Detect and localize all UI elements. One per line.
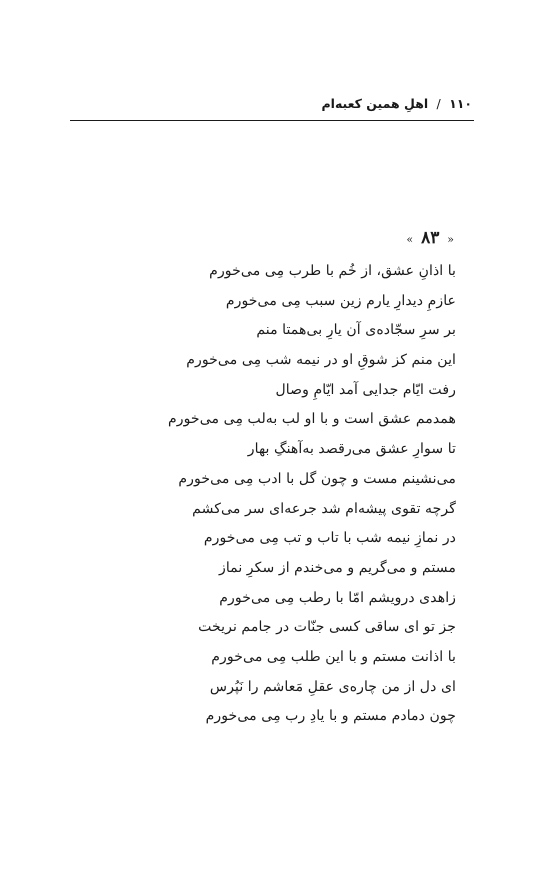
poem-line: ای دل از من چاره‌ی عقلِ مَعاشم را نَپُرس [209, 678, 456, 695]
header-separator: / [436, 96, 441, 111]
poem-line: گرچه تقوی پیشه‌ام شد جرعه‌ای سر می‌کشم [192, 500, 456, 517]
poem-line: جز تو ای ساقی کسی جنّات در جامم نریخت [198, 619, 456, 636]
poem-line: در نمازِ نیمه شب با تاب و تب مِی می‌خورم [203, 530, 456, 547]
book-title: اهلِ همین کعبه‌ام [321, 96, 429, 111]
poem-line: چون دمادم مستم و با یادِ رب مِی می‌خورم [205, 708, 456, 725]
poem-line: رفت ایّام جدایی آمد ایّامِ وصال [275, 381, 456, 398]
poem-number-open-quote: « [447, 233, 454, 246]
running-header [322, 96, 473, 111]
poem-line: عازمِ دیدارِ یارم زین سبب مِی می‌خورم [225, 292, 456, 309]
poem-line: با اذانت مستم و با این طلب مِی می‌خورم [211, 648, 456, 665]
poem-line: زاهدی درویشم امّا با رطب مِی می‌خورم [219, 589, 456, 606]
poem-lines [156, 257, 456, 732]
poem-line: می‌نشینم مست و چون گل با ادب مِی می‌خورم [178, 470, 456, 487]
poem-line: مستم و می‌گریم و می‌خندم از سکرِ نماز [218, 559, 456, 576]
poem-line: با اذانِ عشق، از خُم با طرب مِی می‌خورم [209, 263, 456, 279]
header-rule [70, 120, 474, 121]
poem-number-close-quote: » [406, 233, 414, 246]
poem-line: بر سرِ سجّاده‌ی آن یارِ بی‌همتا منم [256, 322, 456, 339]
poem-line: تا سوارِ عشق می‌رقصد به‌آهنگِ بهار [247, 441, 456, 458]
poem-line: این منم کز شوقِ او در نیمه شب مِی می‌خورم [186, 352, 456, 369]
poem-line: همدمم عشق است و با او لب به‌لب مِی می‌خورم [167, 411, 456, 428]
poem-number [404, 228, 456, 248]
page-number: ۱۱۰ [449, 96, 472, 111]
poem-number-value: ۸۳ [421, 228, 440, 248]
